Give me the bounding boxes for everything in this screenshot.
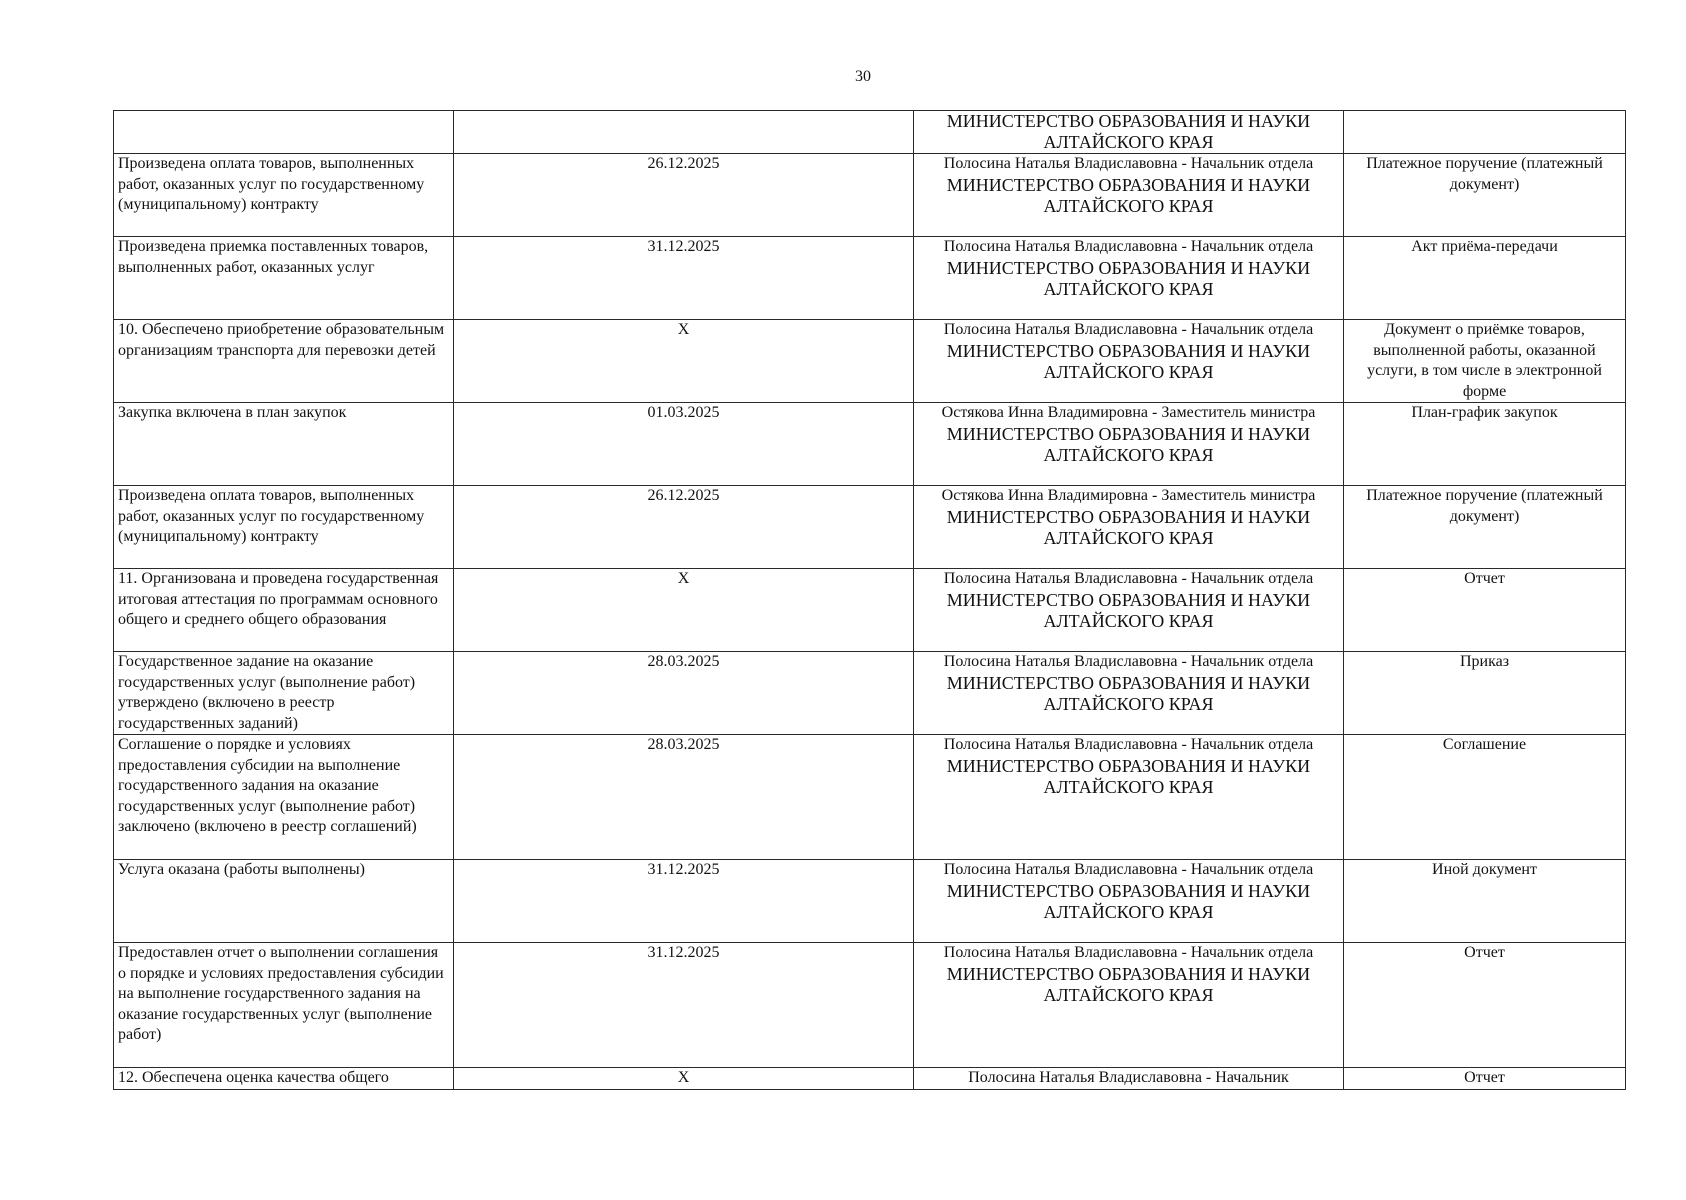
- table-row: [114, 486, 1626, 569]
- document-cell: Отчет: [1344, 943, 1626, 1068]
- event-cell: [114, 111, 454, 154]
- responsible-organization: МИНИСТЕРСТВО ОБРАЗОВАНИЯ И НАУКИ АЛТАЙСКОГО КРАЯ: [946, 340, 1311, 382]
- date-cell: X: [454, 569, 914, 652]
- document-cell: План-график закупок: [1344, 403, 1626, 486]
- responsible-person: Полосина Наталья Владиславовна - Начальник отдела: [943, 861, 1314, 878]
- event-cell: 12. Обеспечена оценка качества общего: [114, 1068, 454, 1090]
- responsible-person: Полосина Наталья Владиславовна - Начальник отдела: [943, 570, 1314, 587]
- responsible-person: Полосина Наталья Владиславовна - Начальник отдела: [943, 238, 1314, 255]
- responsible-cell: [914, 320, 1344, 403]
- responsible-person: Остякова Инна Владимировна - Заместитель министра: [941, 487, 1316, 504]
- responsible-cell: [914, 569, 1344, 652]
- responsible-person: Полосина Наталья Владиславовна - Начальник отдела: [943, 944, 1314, 961]
- event-cell: Услуга оказана (работы выполнены): [114, 860, 454, 943]
- document-cell: Соглашение: [1344, 735, 1626, 860]
- responsible-cell: [914, 1068, 1344, 1090]
- event-cell: Закупка включена в план закупок: [114, 403, 454, 486]
- event-cell: Государственное задание на оказание государственных услуг (выполнение работ) утверждено (включено в реестр государственных заданий): [114, 652, 454, 735]
- activities-table: [113, 110, 1626, 1090]
- responsible-person: Полосина Наталья Владиславовна - Начальник отдела: [943, 653, 1314, 670]
- document-cell: Платежное поручение (платежный документ): [1344, 154, 1626, 237]
- document-cell: [1344, 111, 1626, 154]
- responsible-cell: [914, 943, 1344, 1068]
- document-cell: Отчет: [1344, 1068, 1626, 1090]
- date-cell: [454, 111, 914, 154]
- responsible-cell: [914, 403, 1344, 486]
- responsible-organization: МИНИСТЕРСТВО ОБРАЗОВАНИЯ И НАУКИ АЛТАЙСКОГО КРАЯ: [946, 589, 1311, 631]
- table-row: [114, 569, 1626, 652]
- date-cell: 28.03.2025: [454, 652, 914, 735]
- date-cell: 31.12.2025: [454, 943, 914, 1068]
- responsible-cell: [914, 486, 1344, 569]
- responsible-organization: МИНИСТЕРСТВО ОБРАЗОВАНИЯ И НАУКИ АЛТАЙСКОГО КРАЯ: [946, 174, 1311, 216]
- document-cell: Акт приёма-передачи: [1344, 237, 1626, 320]
- document-cell: Платежное поручение (платежный документ): [1344, 486, 1626, 569]
- responsible-organization: МИНИСТЕРСТВО ОБРАЗОВАНИЯ И НАУКИ АЛТАЙСКОГО КРАЯ: [946, 423, 1311, 465]
- event-cell: 10. Обеспечено приобретение образовательным организациям транспорта для перевозки детей: [114, 320, 454, 403]
- event-cell: Соглашение о порядке и условиях предоставления субсидии на выполнение государственного задания на оказание государственных услуг (выполнение работ) заключено (включено в реестр соглашений): [114, 735, 454, 860]
- document-cell: Иной документ: [1344, 860, 1626, 943]
- date-cell: 01.03.2025: [454, 403, 914, 486]
- date-cell: 28.03.2025: [454, 735, 914, 860]
- responsible-person: Полосина Наталья Владиславовна - Начальник отдела: [943, 321, 1314, 338]
- responsible-person: Полосина Наталья Владиславовна - Начальник отдела: [943, 155, 1314, 172]
- responsible-cell: [914, 652, 1344, 735]
- table-row: [114, 320, 1626, 403]
- event-cell: Произведена оплата товаров, выполненных работ, оказанных услуг по государственному (муниципальному) контракту: [114, 486, 454, 569]
- responsible-cell: [914, 860, 1344, 943]
- page-number: 30: [855, 68, 871, 85]
- date-cell: 31.12.2025: [454, 860, 914, 943]
- responsible-organization: МИНИСТЕРСТВО ОБРАЗОВАНИЯ И НАУКИ АЛТАЙСКОГО КРАЯ: [946, 880, 1311, 922]
- responsible-person: Полосина Наталья Владиславовна - Начальник: [968, 1069, 1289, 1086]
- responsible-cell: [914, 111, 1344, 154]
- table-row: [114, 154, 1626, 237]
- event-cell: Предоставлен отчет о выполнении соглашения о порядке и условиях предоставления субсидии на выполнение государственного задания на оказание государственных услуг (выполнение работ): [114, 943, 454, 1068]
- table-row: [114, 943, 1626, 1068]
- table-row: [114, 111, 1626, 154]
- document-cell: Документ о приёмке товаров, выполненной работы, оказанной услуги, в том числе в электронной форме: [1344, 320, 1626, 403]
- date-cell: X: [454, 320, 914, 403]
- responsible-organization: МИНИСТЕРСТВО ОБРАЗОВАНИЯ И НАУКИ АЛТАЙСКОГО КРАЯ: [946, 506, 1311, 548]
- date-cell: 31.12.2025: [454, 237, 914, 320]
- responsible-cell: [914, 735, 1344, 860]
- responsible-organization: МИНИСТЕРСТВО ОБРАЗОВАНИЯ И НАУКИ АЛТАЙСКОГО КРАЯ: [946, 755, 1311, 797]
- responsible-organization: МИНИСТЕРСТВО ОБРАЗОВАНИЯ И НАУКИ АЛТАЙСКОГО КРАЯ: [946, 672, 1311, 714]
- responsible-organization: МИНИСТЕРСТВО ОБРАЗОВАНИЯ И НАУКИ АЛТАЙСКОГО КРАЯ: [946, 111, 1311, 152]
- responsible-cell: [914, 154, 1344, 237]
- table-row: [114, 403, 1626, 486]
- event-cell: Произведена оплата товаров, выполненных работ, оказанных услуг по государственному (муниципальному) контракту: [114, 154, 454, 237]
- event-cell: Произведена приемка поставленных товаров, выполненных работ, оказанных услуг: [114, 237, 454, 320]
- document-cell: Отчет: [1344, 569, 1626, 652]
- document-cell: Приказ: [1344, 652, 1626, 735]
- table-row: [114, 860, 1626, 943]
- event-cell: 11. Организована и проведена государственная итоговая аттестация по программам основного общего и среднего общего образования: [114, 569, 454, 652]
- date-cell: 26.12.2025: [454, 486, 914, 569]
- responsible-cell: [914, 237, 1344, 320]
- table-row: [114, 735, 1626, 860]
- date-cell: X: [454, 1068, 914, 1090]
- responsible-organization: МИНИСТЕРСТВО ОБРАЗОВАНИЯ И НАУКИ АЛТАЙСКОГО КРАЯ: [946, 963, 1311, 1005]
- table-row: [114, 1068, 1626, 1090]
- responsible-organization: МИНИСТЕРСТВО ОБРАЗОВАНИЯ И НАУКИ АЛТАЙСКОГО КРАЯ: [946, 257, 1311, 299]
- table-row: [114, 237, 1626, 320]
- table-row: [114, 652, 1626, 735]
- responsible-person: Остякова Инна Владимировна - Заместитель министра: [941, 404, 1316, 421]
- responsible-person: Полосина Наталья Владиславовна - Начальник отдела: [943, 736, 1314, 753]
- date-cell: 26.12.2025: [454, 154, 914, 237]
